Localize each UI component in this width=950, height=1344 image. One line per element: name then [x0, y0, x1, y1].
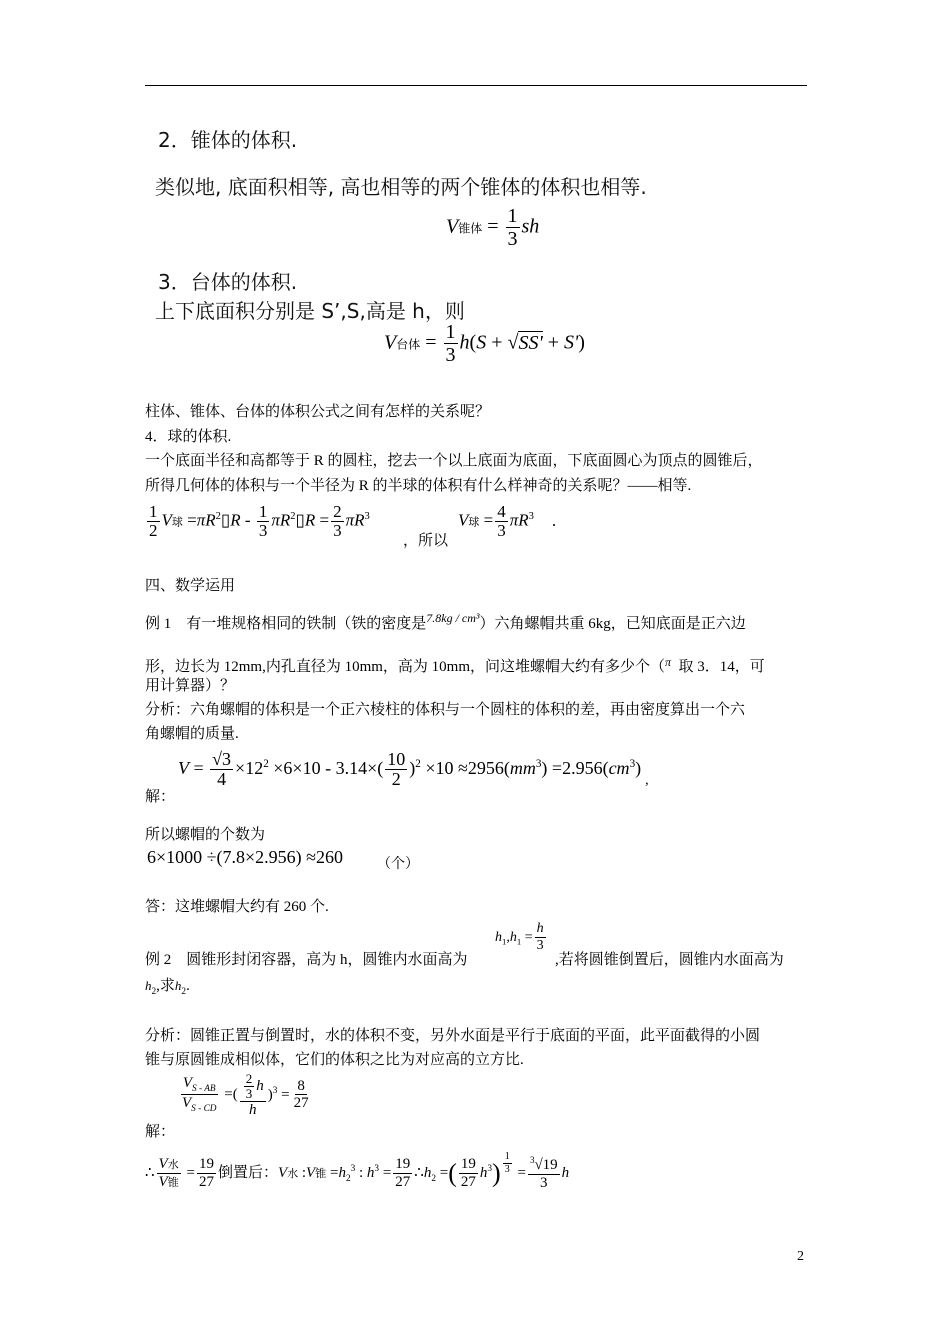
count-intro: 所以螺帽的个数为	[145, 827, 266, 843]
analysis1-line2: 角螺帽的质量.	[145, 726, 239, 742]
count-expression: 6×1000 ÷(7.8×2.956) ≈260	[147, 847, 344, 867]
analysis2-line2: 锥与原圆锥成相似体，它们的体积之比为对应高的立方比.	[145, 1052, 524, 1068]
analysis1-line1: 分析：六角螺帽的体积是一个正六棱柱的体积与一个圆柱的体积的差，再由密度算出一个六	[145, 702, 746, 718]
so-connector: ，所以	[403, 533, 449, 549]
water-height-formula: $h_1,h_1$ = $\frac{h}{3}$	[495, 921, 544, 953]
answer1: 答：这堆螺帽大约有 260 个.	[145, 899, 329, 915]
example2-line1: 例 2 圆锥形封闭容器，高为 h，圆锥内水面高为	[145, 952, 468, 968]
sphere-volume-formula: V球 = $\frac{4}{3}$ $\pi R^3$ .	[458, 502, 557, 540]
frustum-volume-formula: V台体 = $\frac{1}{3}$ h(S + √SS' + S')	[384, 321, 585, 366]
heading-cone-volume: 2．锥体的体积.	[158, 128, 298, 152]
solution2-label: 解：	[145, 1124, 176, 1140]
header-rule	[145, 85, 807, 86]
sphere-derivation-formula: $\frac{1}{2}$ V球 $=\pi R^2▯R$ - $\frac{1}{3}$ $\pi R^2▯R$ = $\frac{2}{3}$ $\pi R^3$	[149, 502, 370, 540]
example2-line1-cont: ,若将圆锥倒置后，圆锥内水面高为	[555, 952, 784, 968]
example1-line3: 用计算器）？	[145, 678, 236, 694]
heading-sphere-volume: 4．球的体积.	[145, 429, 232, 445]
section-math-application: 四、数学运用	[145, 578, 236, 594]
count-unit: （个）	[377, 857, 419, 872]
nut-volume-formula: V = $\frac{√3}{4}$ $\times 12^2 \times 6\times 10 - 3.14\times$( $\frac{10}{2}$ )$^2 \times 10 \approx 2956(mm^3) =2.956(cm^3)_,$	[178, 749, 649, 789]
volume-ratio-formula: $\frac{V_{S - AB}}{V_{S - CD}}$ =( $\frac{2}{3}$ h h )$^3$ = $\frac{8}{27}$	[182, 1071, 309, 1118]
example1-line2: 形，边长为 12mm,内孔直径为 10mm，高为 10mm，问这堆螺帽大约有多少个（$^\pi$ 取 3．14，可	[145, 655, 765, 675]
page-number: 2	[797, 1249, 804, 1264]
cone-description: 类似地, 底面积相等, 高也相等的两个锥体的体积也相等.	[155, 175, 647, 199]
frustum-description: 上下底面积分别是 S’,S,高是 h，则	[155, 299, 465, 323]
cone-volume-formula: V锥体 = $\frac{1}{3}$ sh	[446, 205, 540, 250]
example1-line1: 例 1 有一堆规格相同的铁制（铁的密度是$^{7.8kg / cm^3}$）六角螺帽共重 6kg，已知底面是正六边	[145, 611, 746, 632]
sphere-paragraph-line2: 所得几何体的体积与一个半径为 R 的半球的体积有什么样神奇的关系呢？——相等.	[145, 478, 692, 494]
heading-frustum-volume: 3．台体的体积.	[158, 270, 298, 294]
relation-question: 柱体、锥体、台体的体积公式之间有怎样的关系呢？	[145, 404, 491, 420]
example2-line2: $h_2$,求$h_2$.	[145, 978, 190, 997]
analysis2-line1: 分析：圆锥正置与倒置时，水的体积不变，另外水面是平行于底面的平面，此平面截得的小圆	[145, 1028, 761, 1044]
solution-label: 解：	[145, 789, 176, 805]
final-height-formula: ∴ $\frac{\text{V水}}{\text{V锥}}$ = $\frac{19}{27}$ 倒置后：V水 :V锥 $=h_2^3$ : $h^3$ = $\frac{19}{27}$ $\therefore h_2$ =( $\frac{19}{27}$ $h^3$) $\frac{1}{3}$ = $\frac{^3√19}{3}$ h	[145, 1151, 570, 1191]
sphere-paragraph-line1: 一个底面半径和高都等于 R 的圆柱，挖去一个以上底面为底面，下底面圆心为顶点的圆锥后，	[145, 453, 763, 469]
